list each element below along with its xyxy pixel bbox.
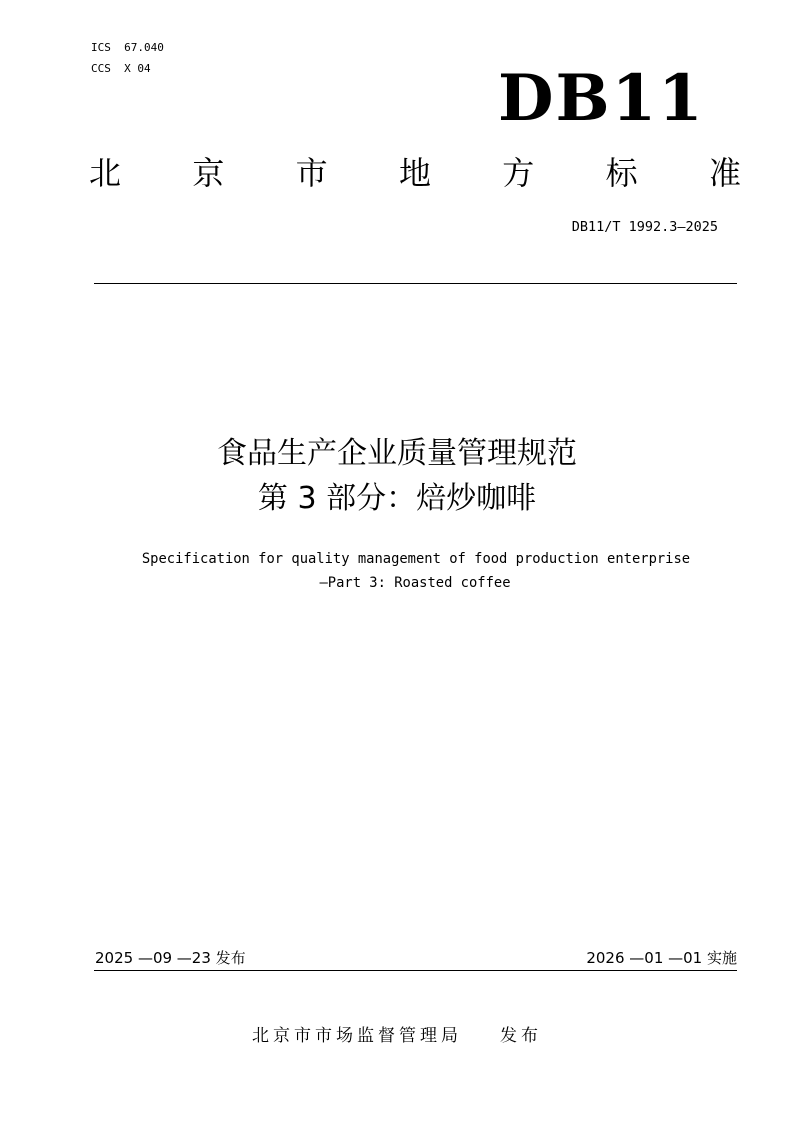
document-subtitle-en: —Part 3: Roasted coffee [319,575,511,591]
standard-type-char: 市 [295,154,328,192]
standard-type-char: 北 [88,154,121,192]
implementation-date: 2026 —01 —01 实施 [586,949,737,967]
standard-number: DB11/T 1992.3—2025 [571,219,718,235]
document-title-zh: 食品生产企业质量管理规范 [217,436,577,471]
ics-code: ICS 67.040 [91,41,164,54]
issue-date: 2025 —09 —23 发布 [95,949,246,967]
header-divider [94,283,737,284]
standard-type-char: 方 [502,154,535,192]
ccs-code: CCS X 04 [91,62,151,75]
issuer-line [0,1023,794,1049]
standard-type-char: 标 [605,154,638,192]
issuer-name: 北京市市场监督管理局 [252,1026,462,1046]
issuer-action: 发布 [500,1026,542,1046]
standard-logo: DB11 [498,61,705,136]
standard-type-title [85,150,745,196]
standard-type-char: 京 [192,154,225,192]
document-title-en: Specification for quality management of food production enterprise [141,551,691,567]
document-subtitle-zh: 第 3 部分：焙炒咖啡 [257,481,537,516]
standard-type-char: 准 [708,154,741,192]
standard-type-char: 地 [398,154,431,192]
footer-divider [94,970,737,971]
